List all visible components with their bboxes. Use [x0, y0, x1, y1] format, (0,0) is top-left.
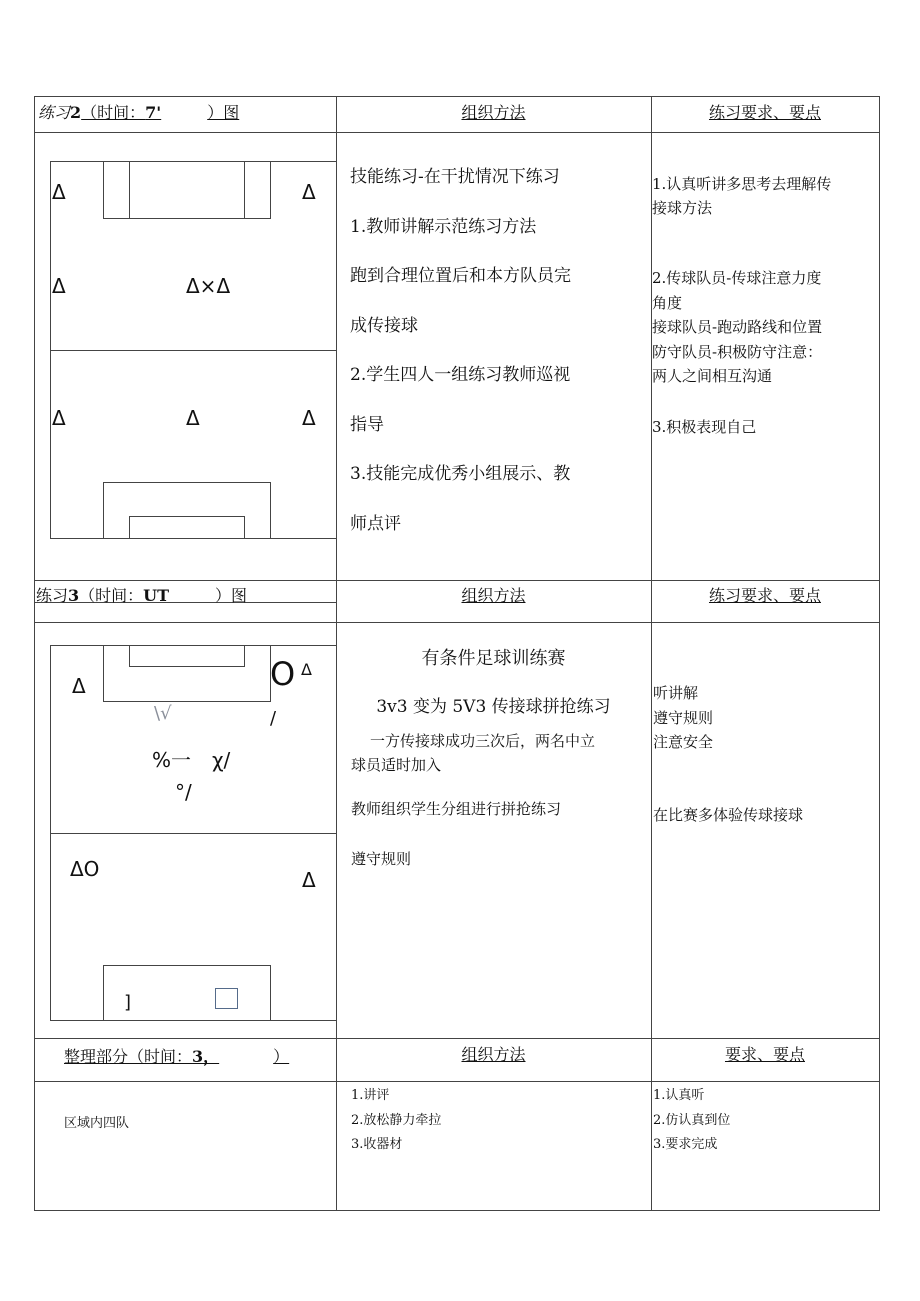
penalty-box-line	[270, 965, 271, 1021]
section4-requirements	[653, 1084, 730, 1158]
section3-title-prefix: 练习	[36, 586, 69, 605]
section2-title-num: 2	[70, 103, 82, 122]
section2-title-prefix: 练习	[38, 103, 71, 122]
pass-mark: °/	[175, 780, 192, 804]
section3-col-requirements: 练习要求、要点	[708, 586, 821, 605]
section3-method-line: 一方传接球成功三次后，两名中立	[370, 732, 596, 750]
goal-box-line	[270, 161, 271, 218]
section4-col-method: 组织方法	[461, 1045, 526, 1064]
bracket-mark: ]	[124, 992, 132, 1013]
section3-time-label: （时间：	[79, 586, 144, 605]
field-midline	[50, 833, 336, 834]
section2-col-requirements: 练习要求、要点	[708, 103, 821, 122]
pass-mark: %一	[152, 748, 192, 772]
req-line: 接球方法	[652, 199, 713, 217]
method-line: 3.技能完成优秀小组展示、教	[350, 464, 571, 484]
section3-method-line: 教师组织学生分组进行拼抢练习	[351, 800, 562, 818]
penalty-box-line	[103, 965, 271, 966]
table-right-border	[879, 96, 880, 1211]
pass-check-mark: \√	[154, 703, 172, 724]
section3-method-title: 有条件足球训练赛	[421, 648, 566, 669]
field-top-line	[50, 645, 336, 646]
row-divider	[34, 622, 880, 623]
method-line: 1.讲评	[351, 1088, 390, 1103]
req-line: 在比赛多体验传球接球	[653, 806, 804, 824]
method-line: 1.教师讲解示范练习方法	[350, 216, 537, 237]
req-line: 听讲解	[653, 684, 699, 702]
section4-title	[64, 1044, 289, 1067]
section3-requirements	[653, 681, 713, 755]
goal-box-line	[129, 666, 245, 667]
player-opponent-marker: ΔO	[70, 857, 100, 881]
player-marker: Δ	[52, 406, 66, 430]
req-line: 1.认真听	[653, 1088, 705, 1103]
opponent-marker: O	[270, 655, 296, 693]
table-top-border	[34, 96, 880, 97]
req-line: 遵守规则	[653, 708, 714, 727]
req-line: 防守队员-积极防守注意：	[652, 342, 823, 361]
section3-method-line: 球员适时加入	[351, 756, 442, 774]
penalty-box-line	[103, 965, 104, 1021]
field-bottom-line	[50, 1020, 336, 1021]
req-line: 两人之间相互沟通	[652, 367, 773, 385]
req-line: 1.认真听讲多思考去理解传	[652, 175, 832, 193]
method-line: 指导	[350, 414, 384, 435]
section3-method-subtitle: 3v3 变为 5V3 传接球拼抢练习	[376, 697, 611, 717]
req-line: 接球队员-跑动路线和位置	[652, 318, 823, 336]
section2-requirements-2	[652, 266, 878, 389]
req-line: 注意安全	[653, 733, 714, 751]
row-divider	[34, 1038, 880, 1039]
player-marker: Δ	[186, 406, 200, 430]
penalty-box-line	[103, 645, 104, 701]
section3-title-num: 3	[68, 586, 80, 605]
pass-mark: χ/	[212, 748, 231, 772]
field-midline	[50, 350, 336, 351]
section2-requirements	[652, 172, 878, 220]
table-bottom-border	[34, 1210, 880, 1211]
section2-time-label: （时间：	[81, 103, 146, 122]
method-line: 2.学生四人一组练习教师巡视	[350, 365, 571, 385]
req-line: 2.仿认真到位	[653, 1112, 731, 1128]
section2-method	[350, 153, 645, 549]
player-marker: Δ	[52, 274, 66, 298]
section2-time-value: 7'	[145, 103, 162, 122]
method-line: 2.放松静力牵拉	[351, 1112, 442, 1128]
player-marker: Δ	[302, 868, 316, 892]
pass-line-mark: /	[270, 708, 277, 729]
row-divider	[34, 132, 880, 133]
player-marker: Δ	[52, 180, 66, 204]
req-line: 3.积极表现自己	[652, 418, 757, 436]
section2-title	[38, 100, 239, 123]
req-line: 角度	[652, 293, 683, 312]
req-line: 3.要求完成	[653, 1137, 718, 1152]
section4-left-text: 区域内四队	[64, 1116, 130, 1131]
section2-title-suffix: ）图	[207, 103, 240, 122]
section4-col-requirements: 要求、要点	[724, 1045, 805, 1064]
goal-box-line	[129, 645, 130, 667]
goal-box-line	[129, 161, 130, 218]
section2-col-method: 组织方法	[461, 103, 526, 122]
method-line: 成传接球	[350, 315, 418, 336]
section3-title-suffix: ）图	[215, 586, 248, 605]
bottom-goal-box	[129, 516, 245, 539]
section4-time-value: 3，	[192, 1047, 220, 1066]
method-line: 师点评	[350, 513, 401, 534]
method-line: 3.收器材	[351, 1137, 403, 1152]
method-line: 跑到合理位置后和本方队员完	[350, 266, 571, 286]
player-marker: Δ	[302, 406, 316, 430]
penalty-box-line	[103, 701, 271, 702]
section3-col-method: 组织方法	[461, 586, 526, 605]
player-marker: Δ	[72, 674, 86, 698]
section3-time-value: UT	[143, 586, 170, 605]
player-marker: Δ	[301, 660, 312, 679]
row-divider	[34, 1081, 880, 1082]
goal-box-line	[103, 218, 271, 219]
section4-method	[351, 1084, 441, 1158]
cone-square-icon	[215, 988, 238, 1009]
section3-title	[36, 583, 247, 606]
section3-method-line: 遵守规则	[351, 850, 412, 868]
method-line: 技能练习-在干扰情况下练习	[350, 167, 560, 187]
goal-box-line	[103, 161, 104, 218]
section4-title-suffix: ）	[273, 1047, 290, 1066]
player-marker: Δ	[302, 180, 316, 204]
section2-title-time	[81, 103, 239, 122]
section4-title-label: 整理部分（时间：	[64, 1047, 193, 1066]
req-line: 2.传球队员-传球注意力度	[652, 269, 822, 287]
table-left-border	[34, 96, 35, 1211]
player-marker-group: Δ×Δ	[186, 274, 231, 298]
goal-box-line	[244, 161, 245, 218]
goal-box-line	[244, 645, 245, 667]
field-top-line	[50, 161, 336, 162]
row-divider	[34, 580, 880, 581]
